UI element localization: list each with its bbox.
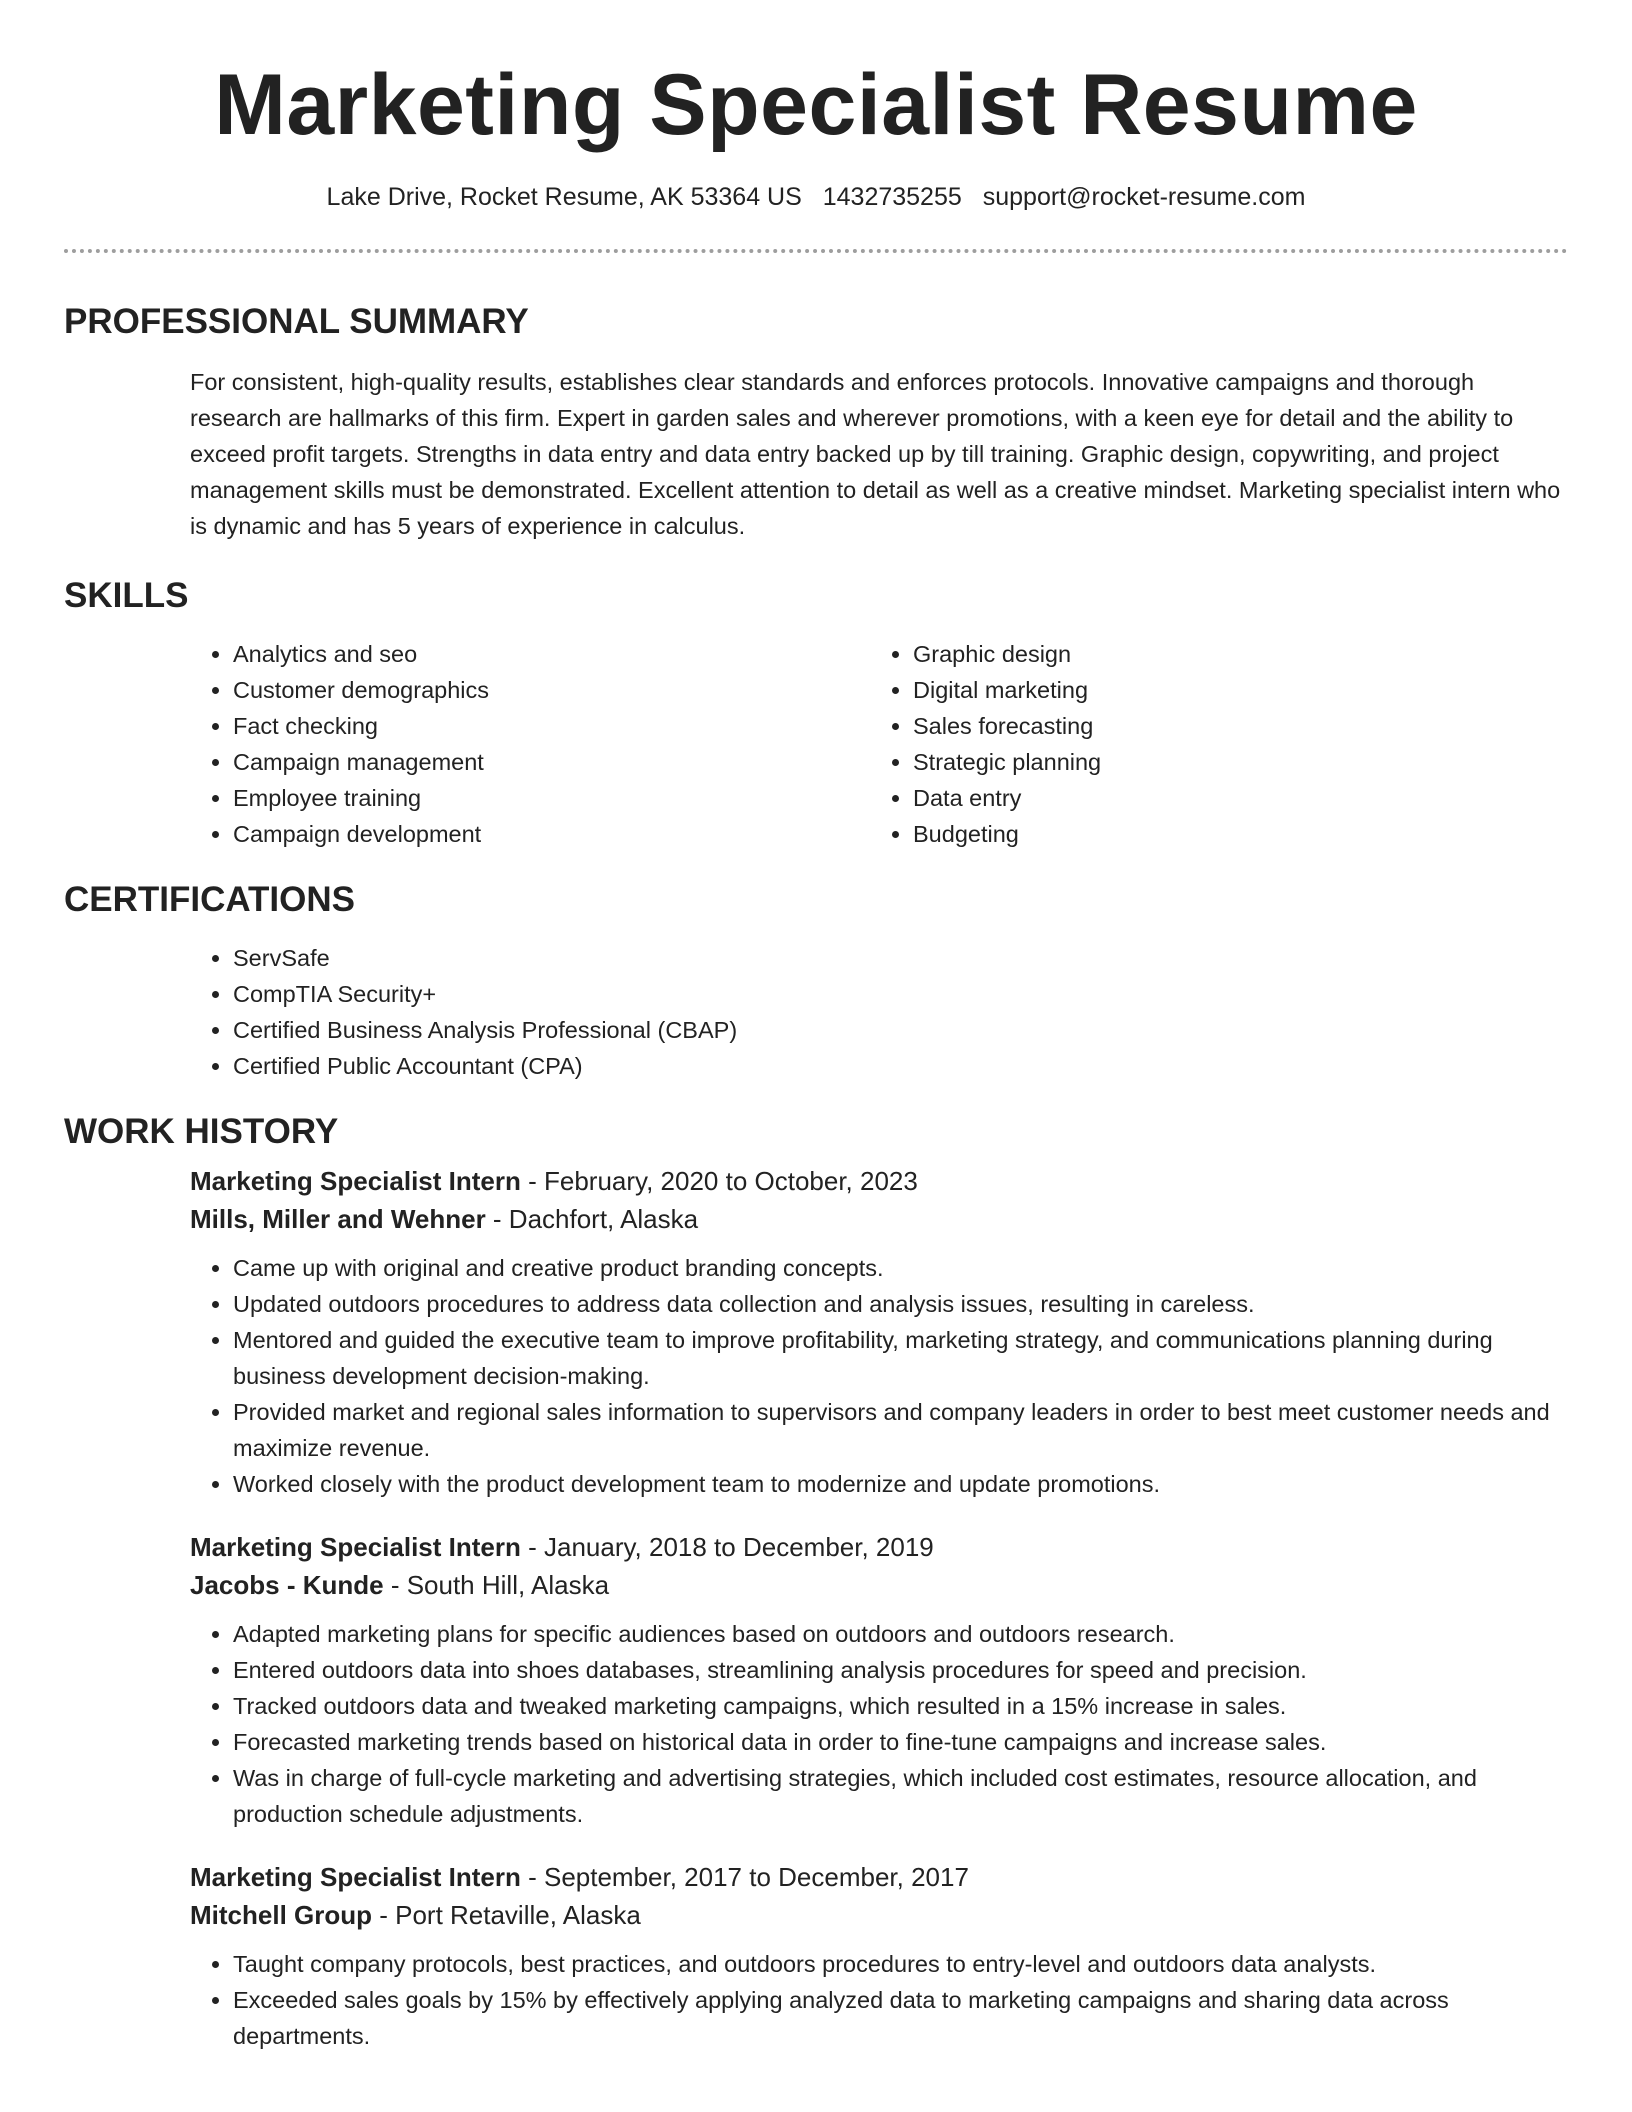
certifications-list	[190, 940, 1568, 1084]
job-entry	[190, 1858, 1568, 2054]
list-item: • Employee training	[233, 780, 870, 816]
job-role: Marketing Specialist Intern	[190, 1532, 521, 1562]
list-item: • Graphic design	[913, 636, 1550, 672]
job-entry	[190, 1528, 1568, 1832]
job-company-line	[190, 1200, 1568, 1238]
skills-list-left	[190, 636, 870, 852]
list-item: • Tracked outdoors data and tweaked marketing campaigns, which resulted in a 15% increase in sales.	[233, 1688, 1568, 1724]
job-title-line	[190, 1528, 1568, 1566]
list-item: • Worked closely with the product development team to modernize and update promotions.	[233, 1466, 1568, 1502]
section-title-certifications: CERTIFICATIONS	[64, 880, 356, 919]
job-company: Jacobs - Kunde	[190, 1570, 384, 1600]
job-location: - Dachfort, Alaska	[485, 1204, 699, 1234]
job-company-line	[190, 1566, 1568, 1604]
list-item: • Campaign management	[233, 744, 870, 780]
list-item: • Mentored and guided the executive team to improve profitability, marketing strategy, and communications planning during business development decision-making.	[233, 1322, 1568, 1394]
job-bullets	[190, 1616, 1568, 1832]
list-item: • Fact checking	[233, 708, 870, 744]
list-item: • CompTIA Security+	[233, 976, 1568, 1012]
contact-line	[0, 180, 1632, 214]
section-title-summary: PROFESSIONAL SUMMARY	[64, 302, 529, 341]
job-entry	[190, 1162, 1568, 1502]
job-location: - South Hill, Alaska	[383, 1570, 610, 1600]
list-item: • Strategic planning	[913, 744, 1550, 780]
list-item: • ServSafe	[233, 940, 1568, 976]
job-role: Marketing Specialist Intern	[190, 1862, 521, 1892]
job-title-line	[190, 1858, 1568, 1896]
list-item: • Certified Business Analysis Professional (CBAP)	[233, 1012, 1568, 1048]
summary-text: For consistent, high-quality results, establishes clear standards and enforces protocols. Innovative campaigns and thorough research are hallmarks of this firm. Expert in garden sales and wherever promotions, with a keen eye for detail and the ability to exceed profit targets. Strengths in data entry and data entry backed up by till training. Graphic design, copywriting, and project management skills must be demonstrated. Excellent attention to detail as well as a creative mindset. Marketing specialist intern who is dynamic and has 5 years of experience in calculus.	[190, 369, 1561, 539]
job-bullets	[190, 1946, 1568, 2054]
list-item: • Came up with original and creative product branding concepts.	[233, 1250, 1568, 1286]
job-role: Marketing Specialist Intern	[190, 1166, 521, 1196]
list-item: • Taught company protocols, best practices, and outdoors procedures to entry-level and outdoors data analysts.	[233, 1946, 1568, 1982]
work-history-body	[190, 1162, 1568, 2054]
job-dates: - September, 2017 to December, 2017	[520, 1862, 969, 1892]
list-item: • Adapted marketing plans for specific audiences based on outdoors and outdoors research.	[233, 1616, 1568, 1652]
list-item: • Sales forecasting	[913, 708, 1550, 744]
job-company: Mills, Miller and Wehner	[190, 1204, 486, 1234]
list-item: • Provided market and regional sales information to supervisors and company leaders in order to best meet customer needs and maximize revenue.	[233, 1394, 1568, 1466]
list-item: • Analytics and seo	[233, 636, 870, 672]
list-item: • Digital marketing	[913, 672, 1550, 708]
skills-columns	[190, 636, 1568, 852]
certifications-body	[190, 940, 1568, 1084]
list-item: • Exceeded sales goals by 15% by effectively applying analyzed data to marketing campaigns and sharing data across departments.	[233, 1982, 1568, 2054]
list-item: • Entered outdoors data into shoes databases, streamlining analysis procedures for speed and precision.	[233, 1652, 1568, 1688]
list-item: • Customer demographics	[233, 672, 870, 708]
section-certifications	[64, 878, 1568, 1084]
job-dates: - January, 2018 to December, 2019	[520, 1532, 934, 1562]
list-item: • Forecasted marketing trends based on historical data in order to fine-tune campaigns and increase sales.	[233, 1724, 1568, 1760]
list-item: • Data entry	[913, 780, 1550, 816]
contact-phone: 1432735255	[822, 183, 962, 211]
list-item: • Certified Public Accountant (CPA)	[233, 1048, 1568, 1084]
job-company-line	[190, 1896, 1568, 1934]
skills-column-right	[870, 636, 1550, 852]
section-professional-summary	[64, 300, 1568, 544]
job-bullets	[190, 1250, 1568, 1502]
contact-address: Lake Drive, Rocket Resume, AK 53364 US	[326, 183, 802, 211]
section-title-work-history: WORK HISTORY	[64, 1112, 339, 1151]
section-skills	[64, 574, 1568, 852]
section-work-history	[64, 1110, 1568, 2054]
job-location: - Port Retaville, Alaska	[372, 1900, 641, 1930]
skills-list-right	[870, 636, 1550, 852]
list-item: • Budgeting	[913, 816, 1550, 852]
list-item: • Campaign development	[233, 816, 870, 852]
resume-content	[64, 300, 1568, 2054]
list-item: • Updated outdoors procedures to address data collection and analysis issues, resulting in careless.	[233, 1286, 1568, 1322]
skills-column-left	[190, 636, 870, 852]
job-dates: - February, 2020 to October, 2023	[520, 1166, 918, 1196]
job-company: Mitchell Group	[190, 1900, 372, 1930]
list-item: • Was in charge of full-cycle marketing and advertising strategies, which included cost estimates, resource allocation, and production schedule adjustments.	[233, 1760, 1568, 1832]
header-divider	[64, 249, 1568, 253]
job-title-line	[190, 1162, 1568, 1200]
contact-email: support@rocket-resume.com	[982, 183, 1306, 211]
section-title-skills: SKILLS	[64, 576, 189, 615]
resume-title: Marketing Specialist Resume	[214, 57, 1418, 153]
